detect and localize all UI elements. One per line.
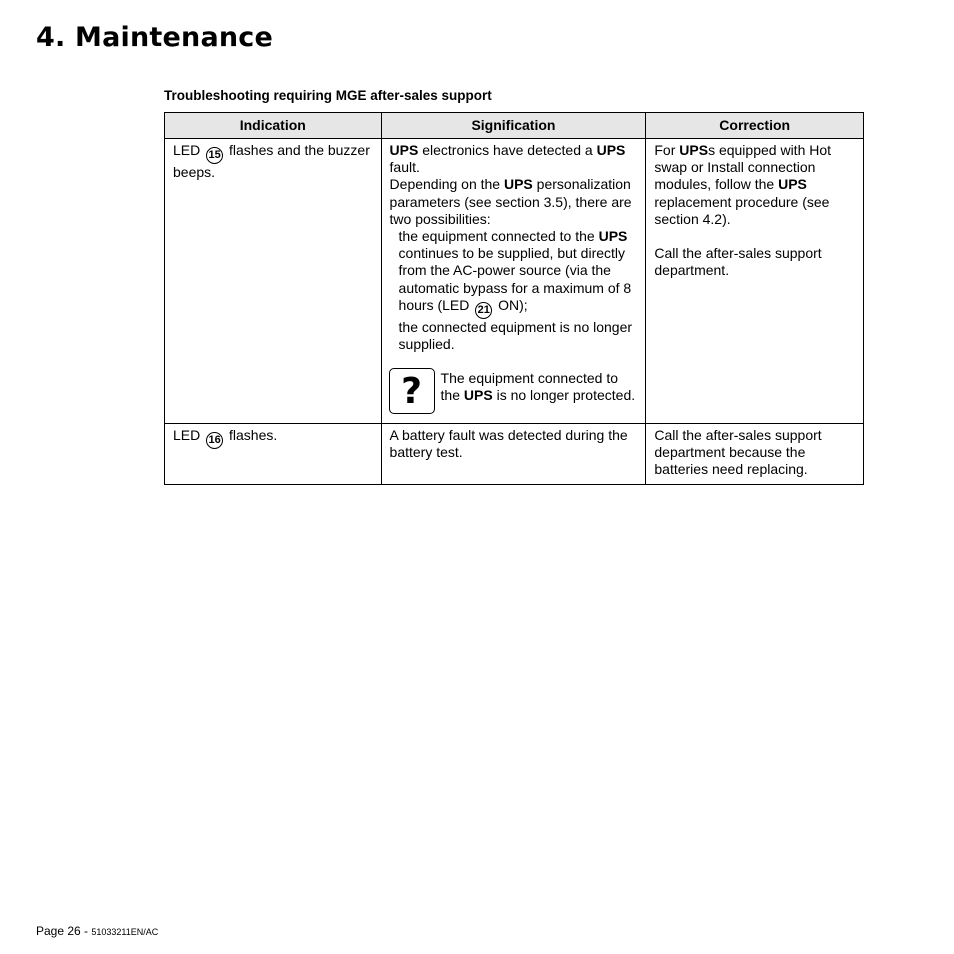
correction-cell: Call the after-sales support department because the batteries need replacing. bbox=[646, 424, 864, 485]
table-row bbox=[165, 139, 864, 424]
signification-text: the equipment connected to the bbox=[398, 228, 599, 245]
ups-term: UPS bbox=[596, 142, 626, 158]
ups-term: UPS bbox=[598, 228, 628, 245]
note-text bbox=[441, 370, 641, 404]
chapter-title: 4. Maintenance bbox=[36, 22, 274, 53]
indication-text: flashes. bbox=[229, 427, 278, 443]
correction-text: For bbox=[654, 142, 680, 158]
question-mark-icon: ? bbox=[389, 368, 435, 414]
signification-text: Depending on the bbox=[389, 176, 504, 193]
led-number-badge: 16 bbox=[206, 432, 223, 449]
indication-text: flashes and the buzzer beeps. bbox=[173, 142, 370, 180]
correction-text: s equipped with Hot swap or Install connection modules, follow the bbox=[654, 142, 832, 193]
possibility-item bbox=[390, 228, 641, 319]
ups-term: UPS bbox=[503, 176, 533, 193]
ups-term: UPS bbox=[389, 142, 419, 158]
indication-cell bbox=[165, 139, 382, 424]
section-title: Troubleshooting requiring MGE after-sales support bbox=[164, 88, 492, 103]
ups-term: UPS bbox=[778, 176, 807, 193]
troubleshooting-table bbox=[164, 112, 864, 485]
signification-text: electronics have detected a bbox=[418, 142, 597, 158]
signification-cell bbox=[381, 139, 646, 424]
ups-term: UPS bbox=[679, 142, 709, 158]
document-reference: 51033211EN/AC bbox=[91, 927, 159, 937]
table-header-row bbox=[165, 113, 864, 139]
header-correction: Correction bbox=[646, 113, 864, 139]
note-text-part: The equipment connected to the bbox=[440, 370, 619, 404]
header-signification: Signification bbox=[381, 113, 646, 139]
header-indication: Indication bbox=[165, 113, 382, 139]
signification-text: ON); bbox=[494, 296, 528, 313]
correction-cell bbox=[646, 139, 864, 424]
signification-cell: A battery fault was detected during the battery test. bbox=[381, 424, 646, 485]
signification-text: personalization parameters (see section 3.5), there are two possibilities: bbox=[389, 176, 632, 227]
ups-term: UPS bbox=[463, 387, 493, 404]
page-footer bbox=[36, 924, 158, 938]
possibility-item: the connected equipment is no longer supplied. bbox=[398, 318, 633, 353]
led-number-badge: 21 bbox=[475, 302, 492, 319]
note-text-part: is no longer protected. bbox=[492, 387, 636, 404]
led-number-badge: 15 bbox=[206, 147, 223, 164]
correction-text: replacement procedure (see section 4.2). bbox=[654, 193, 830, 227]
correction-text: Call the after-sales support department. bbox=[654, 245, 822, 279]
indication-text: LED bbox=[173, 142, 201, 158]
signification-text: fault. bbox=[389, 159, 420, 176]
page-number: Page 26 - bbox=[36, 924, 92, 938]
indication-text: LED bbox=[173, 427, 201, 443]
indication-cell bbox=[165, 424, 382, 485]
warning-note bbox=[390, 370, 641, 414]
signification-text: continues to be supplied, but directly from the AC-power source (via the automatic bypass for a maximum of 8 hours (LED bbox=[398, 245, 632, 313]
table-row bbox=[165, 424, 864, 485]
